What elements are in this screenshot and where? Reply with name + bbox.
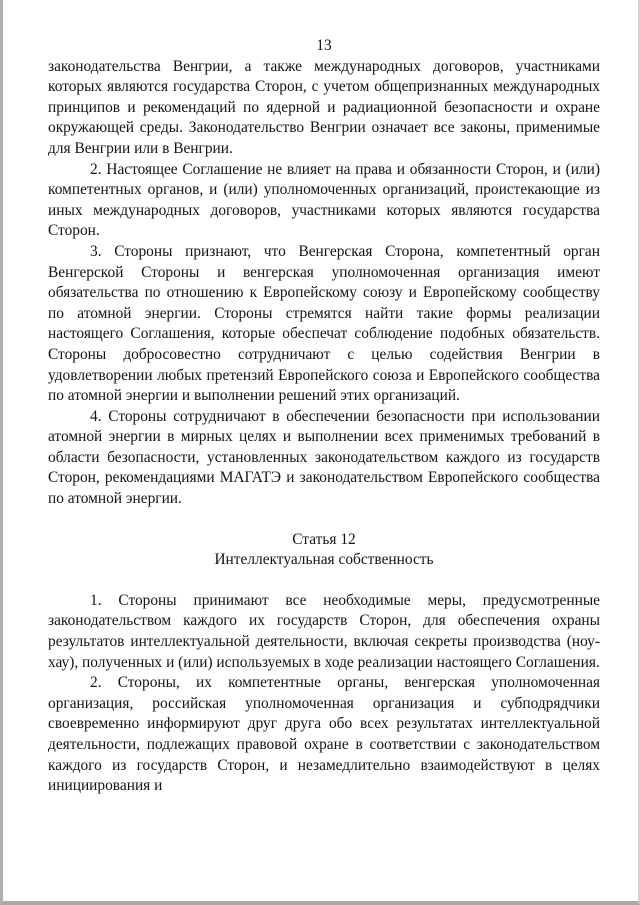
article-number: Статья 12 [292,530,356,548]
paragraph-item-3: 3. Стороны признают, что Венгерская Сторона, компетентный орган Венгерской Стороны и венгерская уполномоченная организация имеют обязательства по отношению к Европейскому союзу и Европейскому сообществу по атомной энергии. Стороны стремятся найти такие формы реализации настоящего Соглашения, которые обеспечат соблюдение подобных обязательств. Стороны добросовестно сотрудничают с целью содействия Венгрии в удовлетворении любых претензий Европейского союза и Европейского сообщества по атомной энергии и выполнении решений этих организаций. [48,242,600,405]
page-number: 13 [316,37,332,54]
article-heading [48,530,600,571]
article-title: Интеллектуальная собственность [214,551,434,569]
article-12-paragraph-2: 2. Стороны, их компетентные органы, венгерская уполномоченная организация, российская уполномоченная организация и субподрядчики своевременно информируют друг друга обо всех результатах интеллектуальной деятельности, подлежащих правовой охране в соответствии с законодательством каждого из государств Сторон, и незамедлительно взаимодействуют в целях инициирования и [48,674,600,795]
page-content [48,36,600,797]
paragraph-item-4: 4. Стороны сотрудничают в обеспечении безопасности при использовании атомной энергии в мирных целях и выполнении всех применимых требований в области безопасности, установленных законодательством каждого из государств Сторон, рекомендациями МАГАТЭ и законодательством Европейского сообщества по атомной энергии. [48,407,600,508]
paragraph-continuation: законодательства Венгрии, а также международных договоров, участниками которых являются государства Сторон, с учетом общепризнанных международных принципов и рекомендаций по ядерной и радиационной безопасности и охране окружающей среды. Законодательство Венгрии означает все законы, применимые для Венгрии или в Венгрии. [48,57,600,157]
article-12-paragraph-1: 1. Стороны принимают все необходимые меры, предусмотренные законодательством каждого их государств Сторон, для обеспечения охраны результатов интеллектуальной деятельности, включая секреты производства (ноу-хау), полученных и (или) используемых в ходе реализации настоящего Соглашения. [48,591,600,671]
paragraph-item-2: 2. Настоящее Соглашение не влияет на права и обязанности Сторон, и (или) компетентных органов, и (или) уполномоченных организаций, проистекающие из иных международных договоров, участниками которых являются государства Сторон. [48,160,600,240]
